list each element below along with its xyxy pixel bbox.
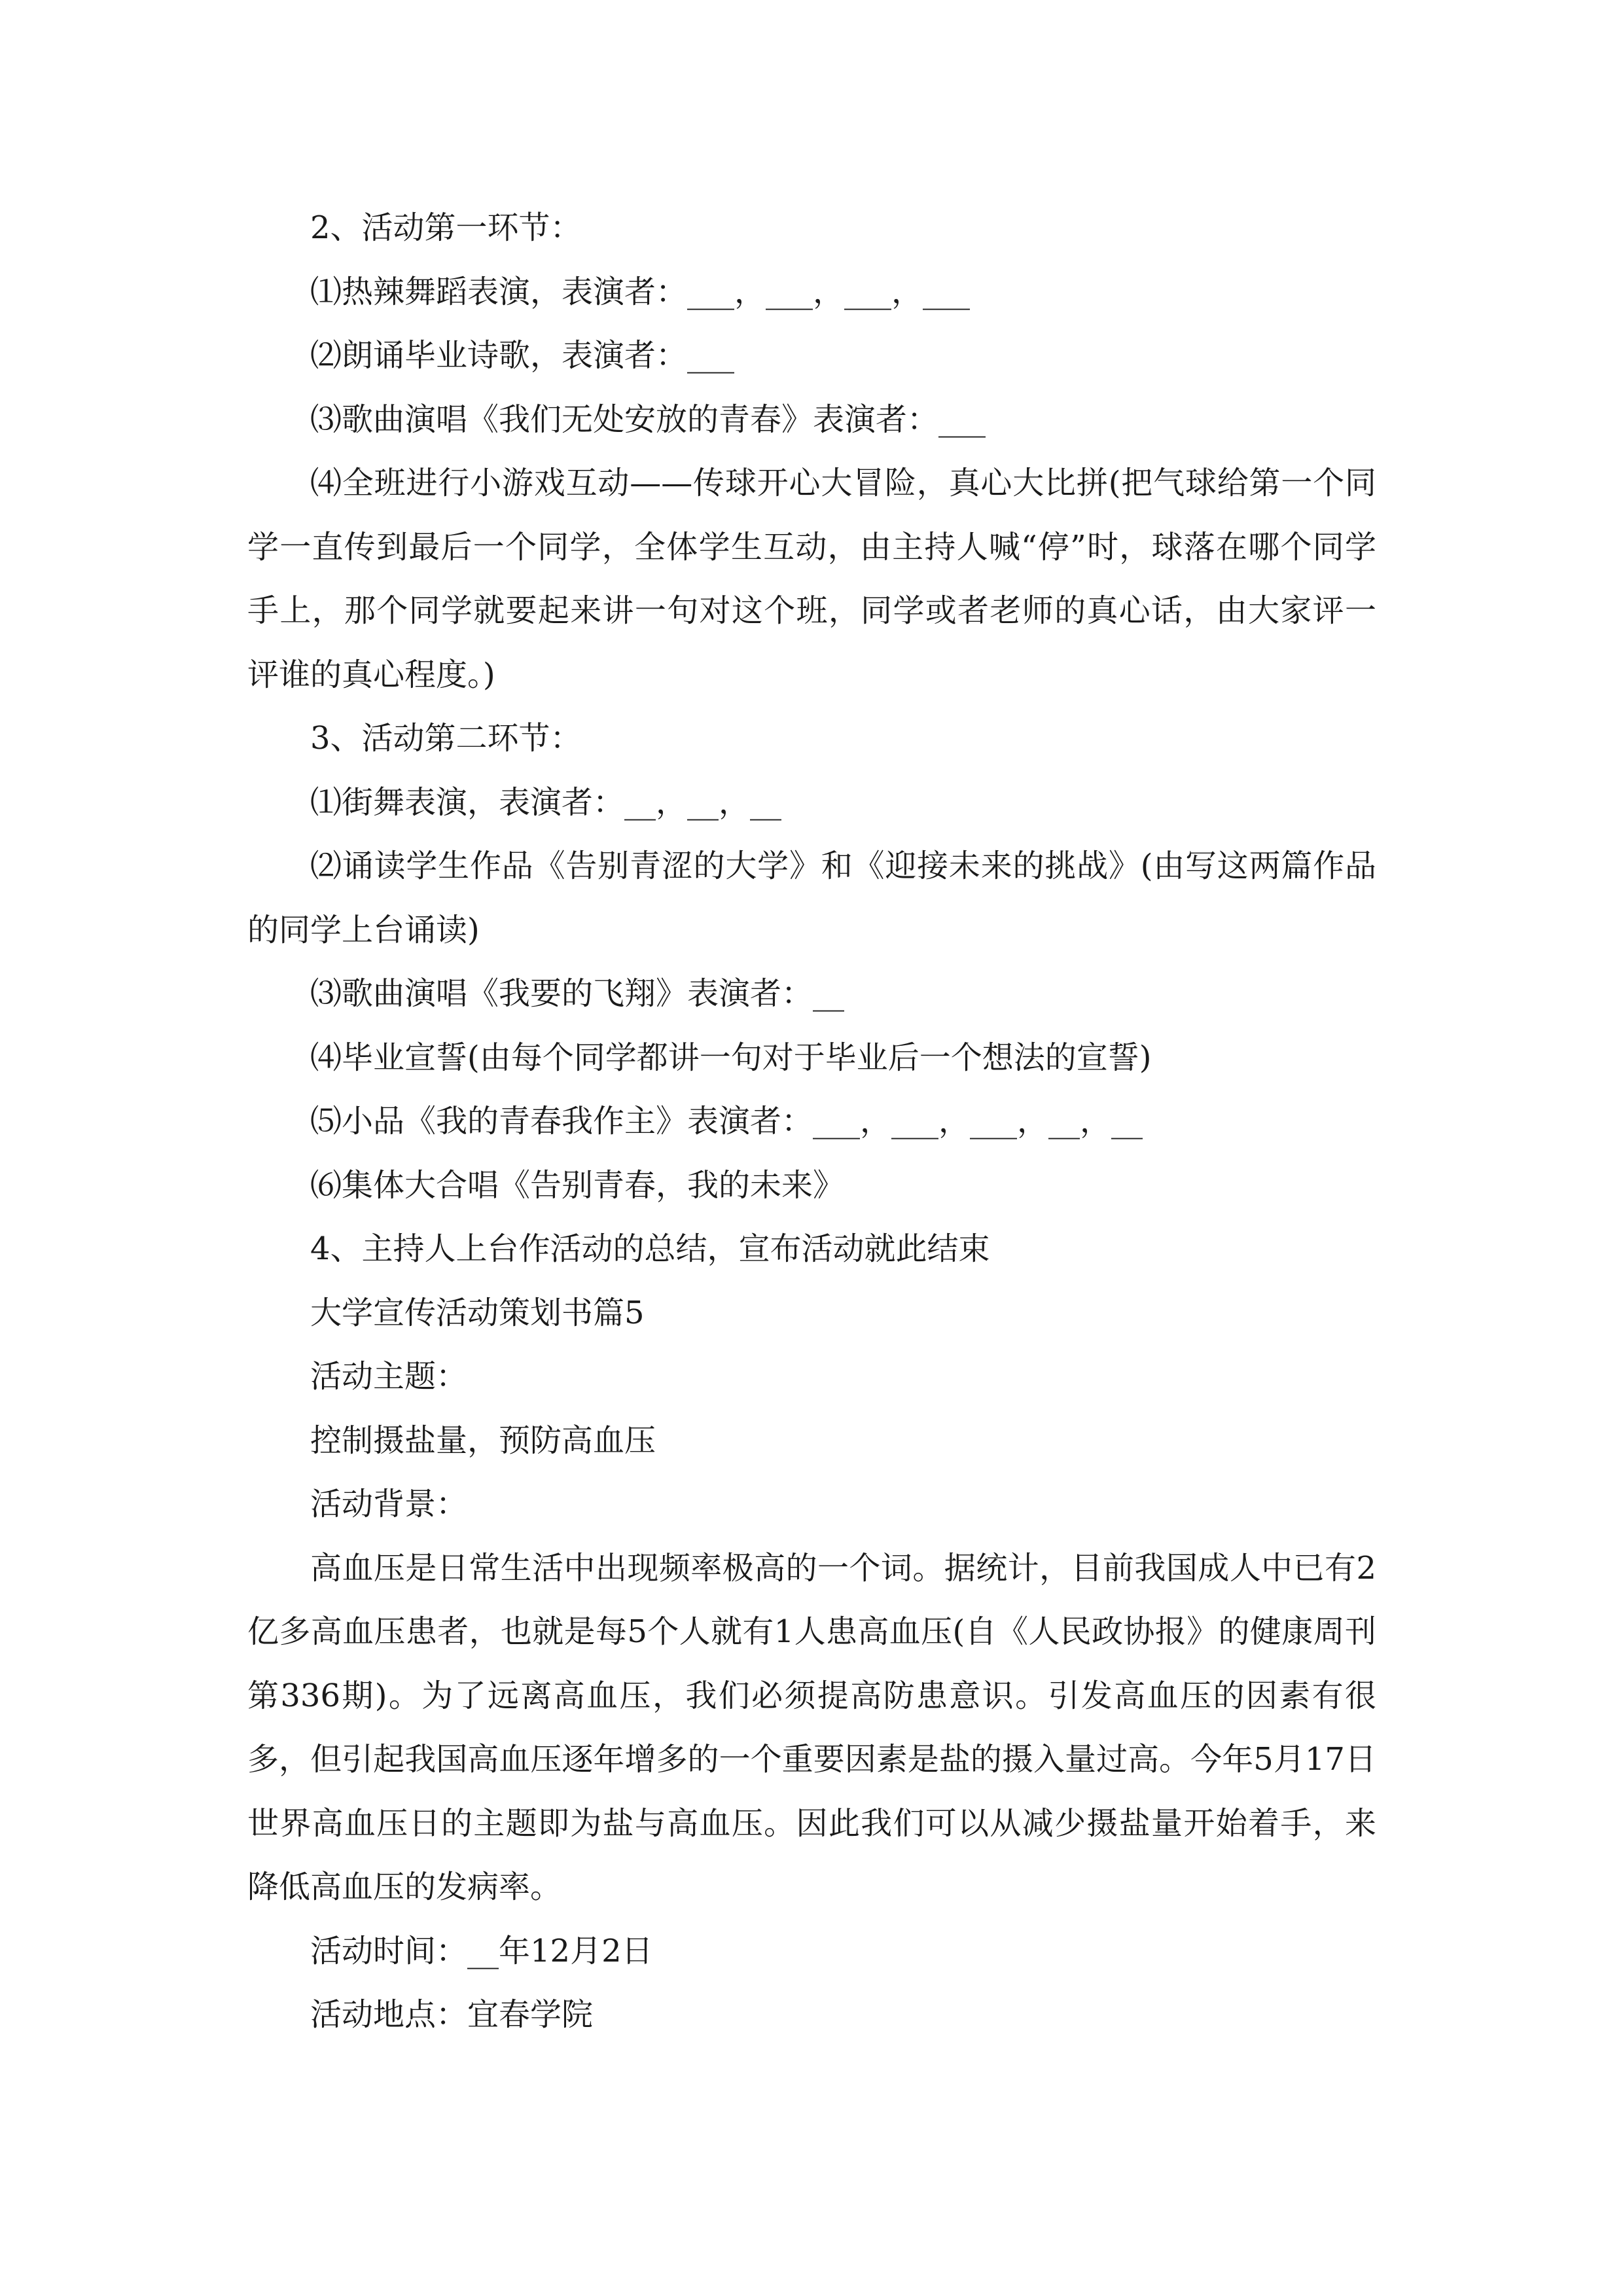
program-item: ⑶歌曲演唱《我们无处安放的青春》表演者：___ (310, 401, 986, 438)
program-item: ⑷毕业宣誓(由每个同学都讲一句对于毕业后一个想法的宣誓) (310, 1039, 1152, 1076)
activity-location: 活动地点：宜春学院 (310, 1996, 594, 2033)
program-item: ⑹集体大合唱《告别青春，我的未来》 (310, 1166, 845, 1204)
program-item: ⑵朗诵毕业诗歌，表演者：___ (310, 337, 735, 374)
section-heading-2: 2、活动第一环节： (310, 209, 582, 246)
program-item: ⑶歌曲演唱《我要的飞翔》表演者：__ (310, 975, 845, 1012)
section-heading-3: 3、活动第二环节： (310, 720, 582, 757)
program-item: ⑴街舞表演，表演者：__，__，__ (310, 783, 782, 821)
program-item: ⑴热辣舞蹈表演，表演者：___，___，___，___ (310, 273, 971, 310)
article-title: 大学宣传活动策划书篇5 (310, 1294, 645, 1331)
label-theme: 活动主题： (310, 1358, 468, 1395)
program-item: ⑸小品《我的青春我作主》表演者：___，___，___，__，__ (310, 1103, 1143, 1139)
background-text: 高血压是日常生活中出现频率极高的一个词。据统计，目前我国成人中已有2亿多高血压患者，也就是每5个人就有1人患高血压(自《人民政协报》的健康周刊第336期)。为了远离高血压，我们必须提高防患意识。引发高血压的因素有很多，但引起我国高血压逐年增多的一个重要因素是盐的摄入量过高。今年5月17日世界高血压日的主题即为盐与高血压。因此我们可以从减少摄盐量开始着手，来降低高血压的发病率。 (247, 1549, 1376, 1905)
document-body (247, 196, 1376, 2047)
section-heading-4: 4、主持人上台作活动的总结，宣布活动就此结束 (310, 1230, 990, 1267)
program-item: ⑷全班进行小游戏互动——传球开心大冒险，真心大比拼(把气球给第一个同学一直传到最后一个同学，全体学生互动，由主持人喊“停”时，球落在哪个同学手上，那个同学就要起来讲一句对这个班，同学或者老师的真心话，由大家评一评谁的真心程度。) (247, 465, 1376, 693)
activity-time: 活动时间：__年12月2日 (310, 1932, 653, 1969)
label-background: 活动背景： (310, 1486, 468, 1522)
program-item: ⑵诵读学生作品《告别青涩的大学》和《迎接未来的挑战》(由写这两篇作品的同学上台诵读) (247, 848, 1376, 948)
theme-text: 控制摄盐量，预防高血压 (310, 1422, 656, 1459)
